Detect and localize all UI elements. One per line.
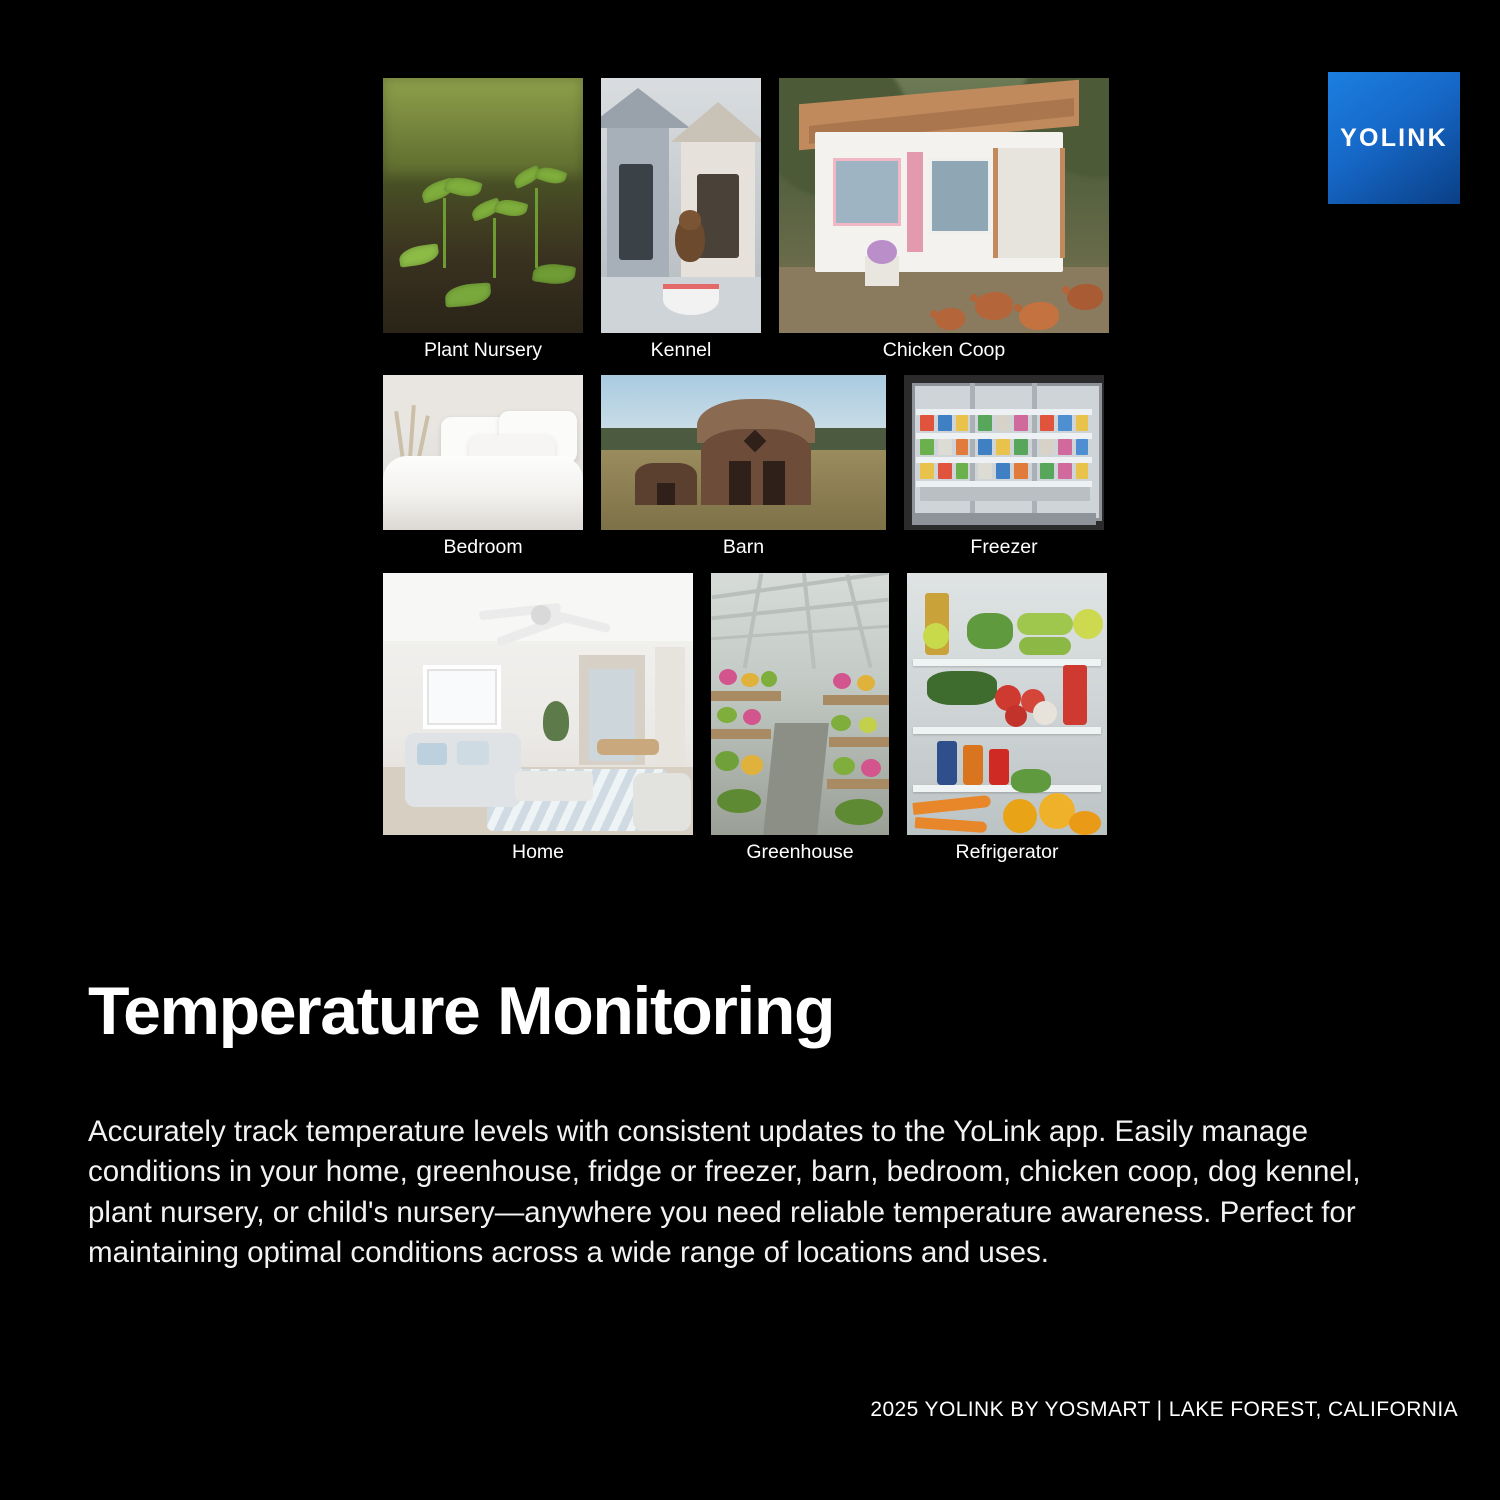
collage-row (383, 375, 1117, 558)
collage-caption: Bedroom (443, 536, 523, 559)
chicken-coop-photo (779, 78, 1109, 333)
collage-item-kennel (601, 78, 761, 361)
collage-caption: Refrigerator (955, 840, 1059, 863)
collage-caption: Plant Nursery (423, 339, 543, 361)
yolink-logo (1328, 72, 1460, 204)
collage-row (383, 78, 1117, 361)
refrigerator-photo (907, 573, 1107, 835)
collage-caption: Barn (722, 536, 765, 559)
collage-item-bedroom (383, 375, 583, 558)
collage-caption: Chicken Coop (882, 339, 1006, 361)
collage-item-refrigerator (907, 573, 1107, 863)
plant-nursery-photo (383, 78, 583, 333)
collage-item-greenhouse (711, 573, 889, 863)
collage-item-home (383, 573, 693, 863)
collage-caption: Freezer (970, 536, 1038, 559)
footer-text: 2025 YOLINK BY YOSMART | LAKE FOREST, CALIFORNIA (870, 1398, 1458, 1421)
greenhouse-photo (711, 573, 889, 835)
collage-caption: Home (511, 840, 565, 863)
image-collage (383, 78, 1117, 863)
collage-item-freezer (904, 375, 1104, 558)
bedroom-photo (383, 375, 583, 530)
yolink-logo-text: YOLINK (1340, 123, 1448, 152)
collage-item-barn (601, 375, 886, 558)
kennel-photo (601, 78, 761, 333)
body-copy: Accurately track temperature levels with consistent updates to the YoLink app. Easily manage conditions in your home, greenhouse, fridge or freezer, barn, bedroom, chicken coop, dog kennel, plant nursery, or child's nursery—anywhere you need reliable temperature awareness. Perfect for maintaining optimal conditions across a wide range of locations and uses. (88, 1115, 1361, 1270)
collage-caption: Greenhouse (746, 840, 854, 863)
collage-item-chicken-coop (779, 78, 1109, 361)
page-title: Temperature Monitoring (88, 973, 835, 1049)
freezer-photo (904, 375, 1104, 530)
collage-row (383, 573, 1117, 863)
home-interior-photo (383, 573, 693, 835)
collage-caption: Kennel (650, 339, 712, 361)
barn-photo (601, 375, 886, 530)
collage-item-plant-nursery (383, 78, 583, 361)
